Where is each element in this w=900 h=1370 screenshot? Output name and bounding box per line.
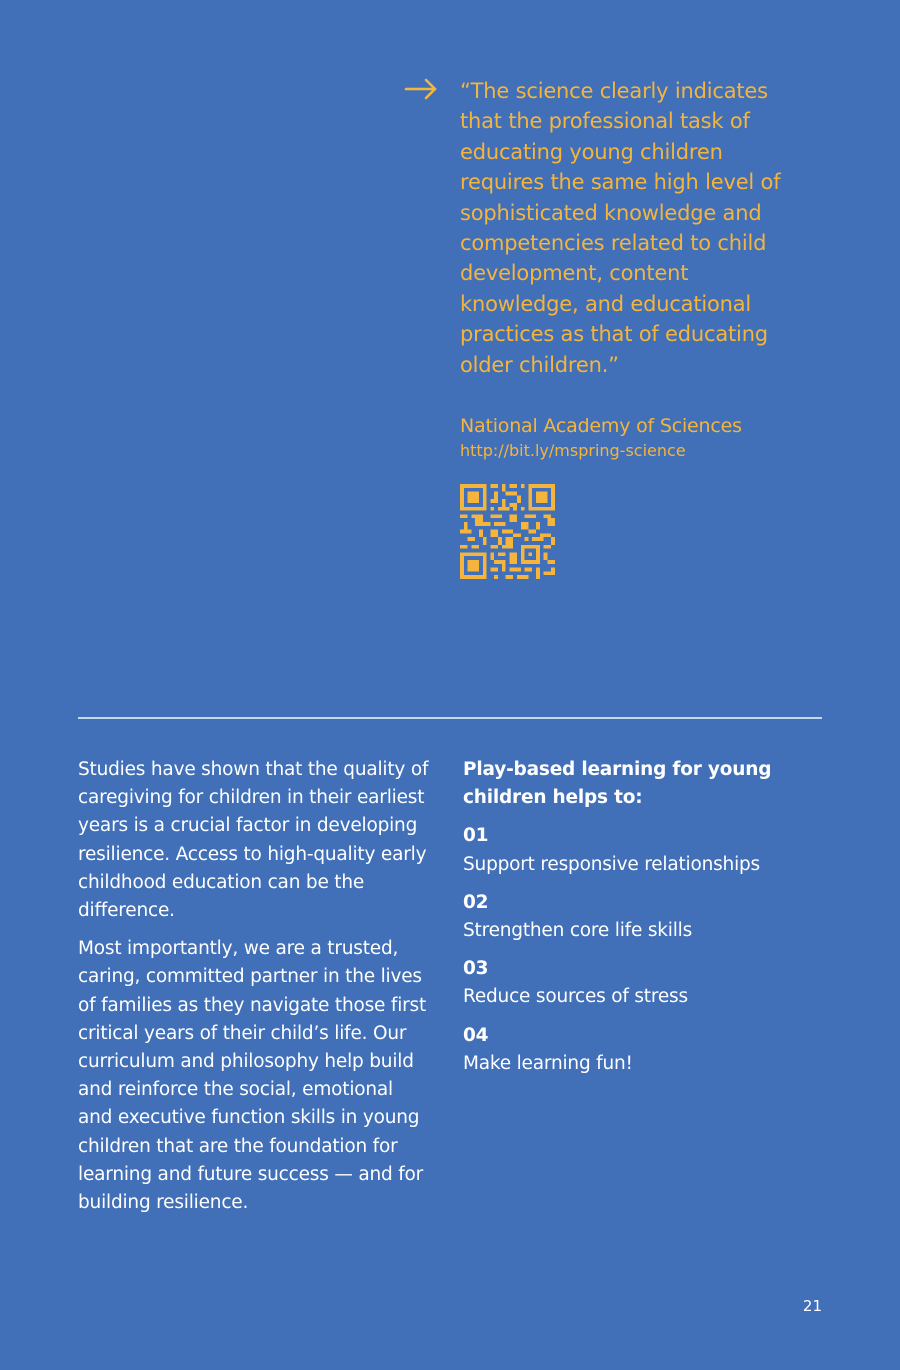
list-item (463, 889, 823, 945)
section-divider (78, 717, 822, 719)
item-number: 04 (463, 1024, 489, 1046)
benefits-heading: Play-based learning for young children helps to: (463, 759, 772, 809)
item-text: Make learning fun! (463, 1052, 633, 1074)
intro-text (78, 756, 430, 1227)
item-number: 01 (463, 825, 489, 847)
quote-text: “The science clearly indicates that the professional task of educating young children requires the same high level of sophisticated knowledge and competencies related to child development, content knowledge, and educational practices as that of educating older children.” (460, 79, 781, 377)
qr-code-icon[interactable] (460, 484, 555, 579)
quote-source-link[interactable]: http://bit.ly/mspring-science (460, 441, 686, 460)
item-text: Reduce sources of stress (463, 986, 688, 1008)
body-paragraph: Studies have shown that the quality of caregiving for children in their earliest years is a crucial factor in developing resilience. Access to high-quality early childhood education can be the difference. (78, 759, 429, 922)
item-text: Support responsive relationships (463, 853, 760, 875)
list-item (463, 822, 823, 878)
list-item (463, 1022, 823, 1078)
arrow-right-icon (404, 76, 438, 102)
item-text: Strengthen core life skills (463, 920, 693, 942)
quote-source: National Academy of Sciences (460, 415, 742, 437)
list-item (463, 955, 823, 1011)
page-number: 21 (802, 1297, 822, 1315)
body-paragraph: Most importantly, we are a trusted, caring, committed partner in the lives of families as they navigate those first critical years of their child’s life. Our curriculum and philosophy help build and reinforce the social, emotional and executive function skills in young children that are the foundation for learning and future success — and for building resilience. (78, 938, 427, 1214)
item-number: 03 (463, 958, 489, 980)
benefits-list (463, 756, 823, 1088)
item-number: 02 (463, 891, 489, 913)
